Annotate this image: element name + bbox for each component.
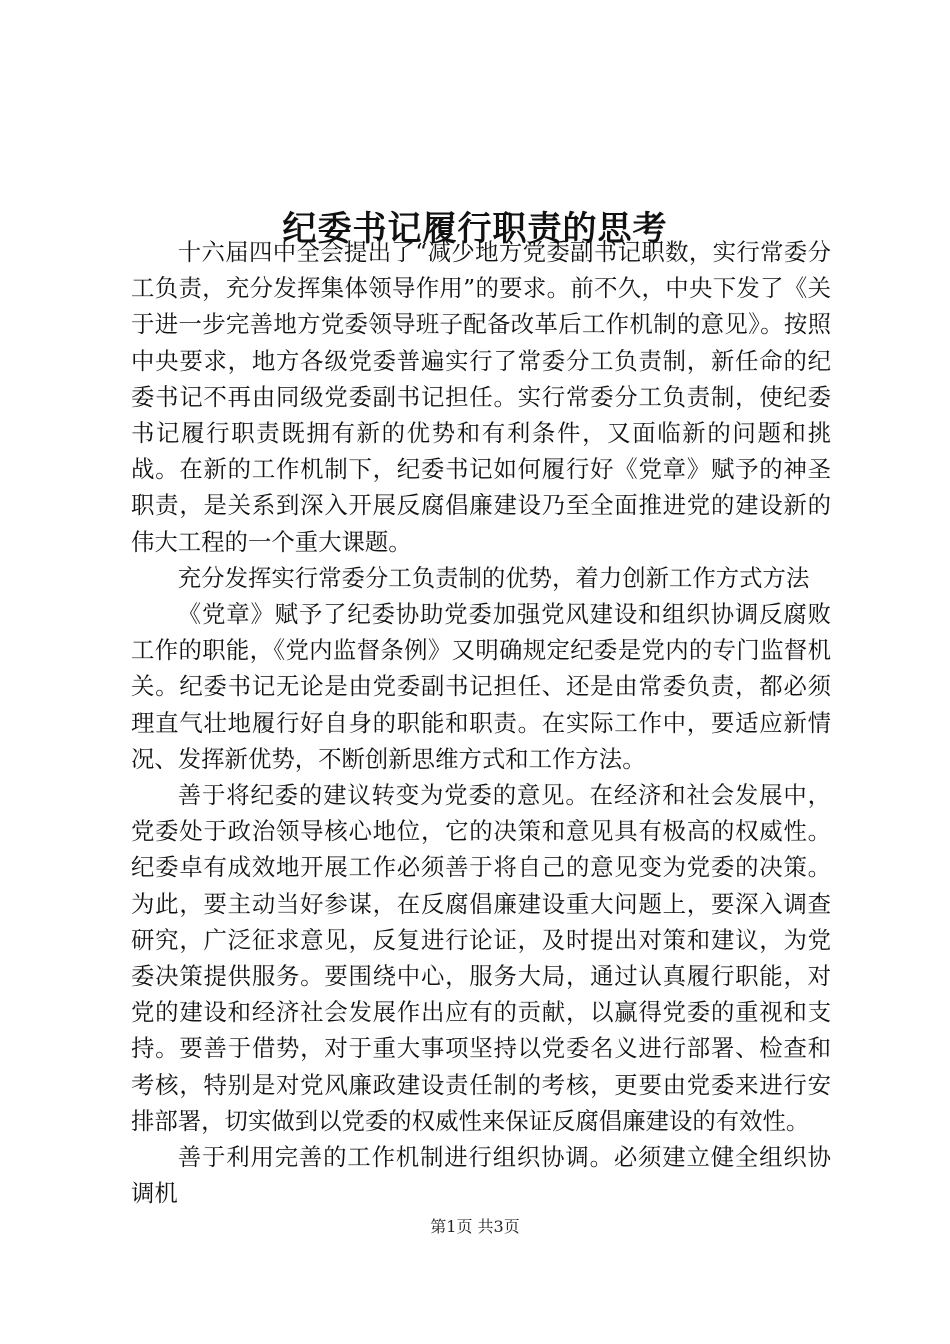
document-title: 纪委书记履行职责的思考 bbox=[282, 208, 668, 249]
paragraph-intro: 十六届四中全会提出了“减少地方党委副书记职数，实行常委分工负责，充分发挥集体领导作用”的要求。前不久，中央下发了《关于进一步完善地方党委领导班子配备改革后工作机制的意见》。按照中央要求，地方各级党委普遍实行了常委分工负责制，新任命的纪委书记不再由同级党委副书记担任。实行常委分工负责制，使纪委书记履行职责既拥有新的优势和有利条件，又面临新的问题和挑战。在新的工作机制下，纪委书记如何履行好《党章》赋予的神圣职责，是关系到深入开展反腐倡廉建设乃至全面推进党的建设新的伟大工程的一个重大课题。 bbox=[131, 238, 831, 556]
paragraph-coordination: 善于利用完善的工作机制进行组织协调。必须建立健全组织协调机 bbox=[131, 1143, 831, 1208]
paragraph-suggestions: 善于将纪委的建议转变为党委的意见。在经济和社会发展中，党委处于政治领导核心地位，它的决策和意见具有极高的权威性。纪委卓有成效地开展工作必须善于将自己的意见变为党委的决策。为此，要主动当好参谋，在反腐倡廉建设重大问题上，要深入调查研究，广泛征求意见，反复进行论证，及时提出对策和建议，为党委决策提供服务。要围绕中心，服务大局，通过认真履行职能，对党的建设和经济社会发展作出应有的贡献，以赢得党委的重视和支持。要善于借势，对于重大事项坚持以党委名义进行部署、检查和考核，特别是对党风廉政建设责任制的考核，更要由党委来进行安排部署，切实做到以党委的权威性来保证反腐倡廉建设的有效性。 bbox=[131, 781, 831, 1135]
paragraph-party-constitution: 《党章》赋予了纪委协助党委加强党风建设和组织协调反腐败工作的职能，《党内监督条例》又明确规定纪委是党内的专门监督机关。纪委书记无论是由党委副书记担任、还是由常委负责，都必须理直气壮地履行好自身的职能和职责。在实际工作中，要适应新情况、发挥新优势，不断创新思维方式和工作方法。 bbox=[131, 600, 831, 773]
page-footer: 第1页 共3页 bbox=[430, 1217, 520, 1236]
section-heading: 充分发挥实行常委分工负责制的优势，着力创新工作方式方法 bbox=[177, 563, 810, 592]
document-body bbox=[131, 234, 831, 1211]
